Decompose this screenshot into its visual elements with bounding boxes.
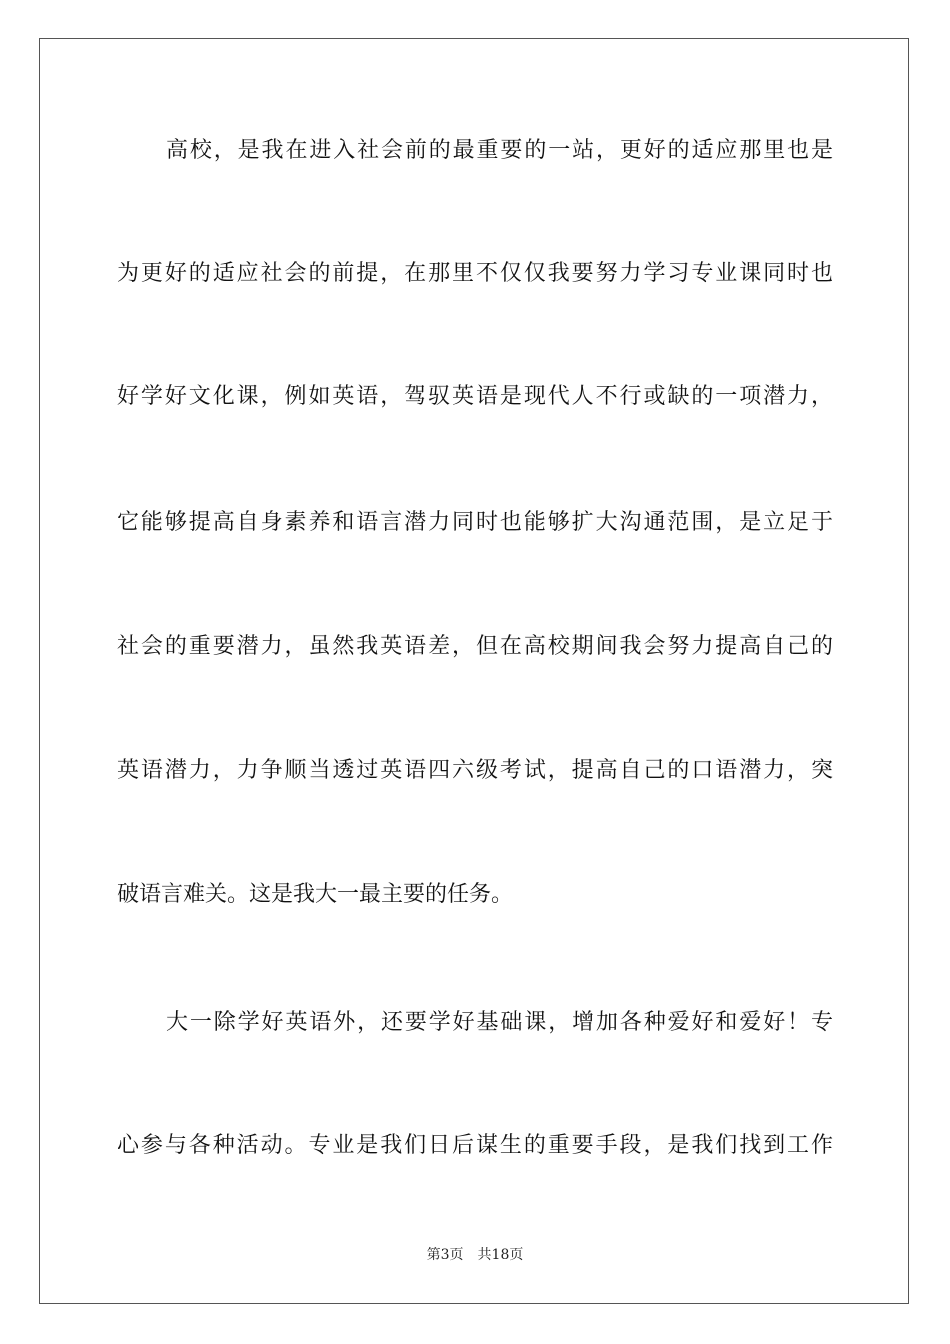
paragraph-1-line-4: 它能够提高自身素养和语言潜力同时也能够扩大沟通范围，是立足于 [117, 510, 833, 535]
paragraph-1-line-5: 社会的重要潜力，虽然我英语差，但在高校期间我会努力提高自己的 [117, 634, 833, 659]
paragraph-2-line-2: 心参与各种活动。专业是我们日后谋生的重要手段，是我们找到工作 [117, 1133, 833, 1158]
page-footer [0, 1246, 950, 1264]
paragraph-1-line-1: 高校，是我在进入社会前的最重要的一站，更好的适应那里也是 [166, 138, 833, 163]
total-pages: 共18页 [477, 1247, 524, 1263]
paragraph-1-line-2: 为更好的适应社会的前提，在那里不仅仅我要努力学习专业课同时也 [117, 261, 833, 286]
paragraph-1-line-7: 破语言难关。这是我大一最主要的任务。 [117, 882, 514, 907]
paragraph-1-line-3: 好学好文化课，例如英语，驾驭英语是现代人不行或缺的一项潜力， [117, 384, 833, 409]
paragraph-2-line-1: 大一除学好英语外，还要学好基础课，增加各种爱好和爱好！专 [166, 1010, 833, 1035]
page-number: 第3页 [426, 1247, 464, 1263]
paragraph-1-line-6: 英语潜力，力争顺当透过英语四六级考试，提高自己的口语潜力，突 [117, 758, 833, 783]
page-border [39, 38, 909, 1304]
